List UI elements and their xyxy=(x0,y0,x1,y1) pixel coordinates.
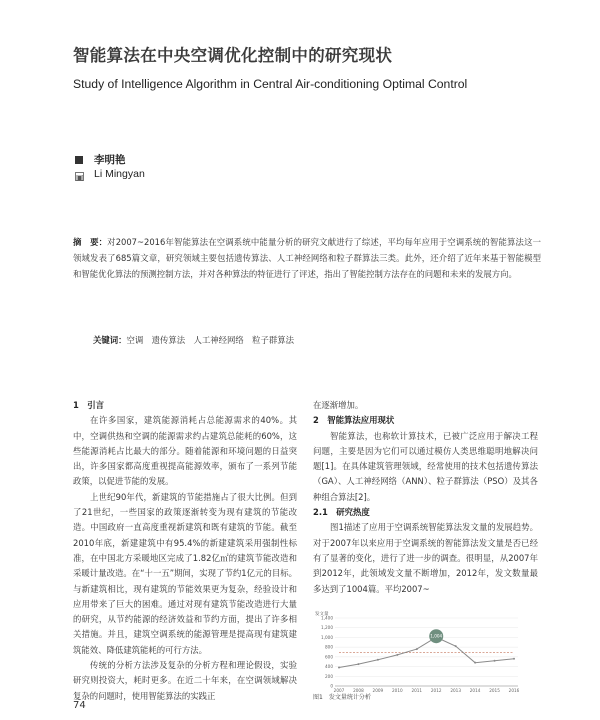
section-heading-status: 2 智能算法应用现状 xyxy=(313,415,395,426)
paragraph: 上世纪90年代，新建筑的节能措施占了很大比例。但到了21世纪，一些国家的政策逐渐转变为现有建筑的节能改造。中国政府一直高度重视新建筑和既有建筑的节能。截至2010年底，新建建筑中有95.4%的新建建筑采用强制性标准，在中国北方采暖地区完成了1.82亿㎡的建筑节能改造和采暖计量改造。在“十一五”期间，实现了节约1亿元的目标。与新建筑相比，现有建筑的节能效果更为复杂，经验设计和应用带来了巨大的困难。通过对现有建筑节能改造进行大量的研究，从节约能源的经济效益和节约方面，提出了许多相关措施。并且，建筑空调系统的能源管理是提高现有建筑建筑能效、降低建筑能耗的可行方法。 xyxy=(73,491,297,655)
author-name-chinese: 李明艳 xyxy=(94,154,126,166)
abstract-text: 对2007~2016年智能算法在空调系统中能量分析的研究文献进行了综述，平均每年应用于空调系统的智能算法这一领域发表了685篇文章，研究领域主要包括遗传算法、人工神经网络和粒子群算法三类。此外，还介绍了近年来基于智能模型和智能优化算法的预测控制方法，并对各种算法的特征进行了评述，指出了智能控制方法存在的问题和未来的发展方向。 xyxy=(73,237,541,279)
y-tick-label: 600 xyxy=(325,654,333,660)
data-point xyxy=(494,660,496,662)
y-tick-label: 800 xyxy=(325,644,333,650)
data-point xyxy=(377,659,379,661)
y-tick-label: 400 xyxy=(325,664,333,670)
author-name-english: Li Mingyan xyxy=(94,168,145,180)
data-point xyxy=(455,645,457,647)
paragraph: 智能算法，也称软计算技术，已被广泛应用于解决工程问题，主要是因为它们可以通过模仿人类思维聪明地解决问题[1]。在具体建筑管理领域，经常使用的技术包括遗传算法（GA）、人工神经网络（ANN）、粒子群算法（PSO）及其各种组合算法[2]。 xyxy=(313,430,538,502)
y-tick-label: 1,000 xyxy=(321,634,333,640)
author-image-icon: ▣ xyxy=(76,173,84,182)
y-tick-label: 200 xyxy=(325,673,333,679)
x-tick-label: 2011 xyxy=(411,688,423,693)
paragraph: 在逐渐增加。 xyxy=(313,400,364,410)
y-axis-label: 发文量 xyxy=(315,612,329,617)
right-column xyxy=(313,398,538,597)
data-point xyxy=(416,648,418,650)
article-title-english: Study of Intelligence Algorithm in Central Air-conditioning Optimal Control xyxy=(73,77,468,91)
section-heading-intro: 1 引言 xyxy=(73,400,104,410)
x-tick-label: 2013 xyxy=(450,688,462,693)
figure-caption: 图1 发文量统计分析 xyxy=(313,694,371,701)
keywords-label: 关键词： xyxy=(93,335,127,345)
abstract-label: 摘 要： xyxy=(73,237,108,247)
y-tick-label: 1,200 xyxy=(321,625,333,631)
x-tick-label: 2010 xyxy=(391,688,403,693)
data-point xyxy=(513,658,515,660)
data-point xyxy=(338,667,340,669)
paragraph: 在许多国家，建筑能源消耗占总能源需求的40%。其中，空调供热和空调的能源需求约占建筑总能耗的60%，这些能源消耗占比最大的部分。随着能源和环境问题的日益突出，许多国家都高度重视提高能源效率，颁布了一系列节能政策，以促进节能的发展。 xyxy=(73,415,297,487)
figure-1-line-chart xyxy=(313,610,523,700)
keywords xyxy=(93,334,294,346)
data-point xyxy=(396,654,398,656)
paragraph: 图1描述了应用于空调系统智能算法发文量的发展趋势。对于2007年以来应用于空调系统的智能算法发文量是否已经有了显著的变化，进行了进一步的调查。很明显，从2007年到2012年，此领域发文量不断增加，2012年，发文数量最多达到了1004篇。平均2007~ xyxy=(313,522,538,594)
peak-label: 1,004 xyxy=(430,633,443,639)
abstract xyxy=(73,234,541,282)
x-tick-label: 2016 xyxy=(508,688,520,693)
article-title-chinese: 智能算法在中央空调优化控制中的研究现状 xyxy=(73,46,393,65)
data-point xyxy=(357,663,359,665)
x-tick-label: 2012 xyxy=(430,688,442,693)
data-point xyxy=(474,662,476,664)
x-tick-label: 2009 xyxy=(372,688,384,693)
y-tick-label: 0 xyxy=(330,683,333,689)
x-tick-label: 2015 xyxy=(489,688,500,693)
subsection-heading-popularity: 2.1 研究热度 xyxy=(313,507,370,518)
y-tick-label: 1,400 xyxy=(321,615,333,621)
x-tick-label: 2008 xyxy=(353,688,364,693)
series-line xyxy=(339,637,514,667)
author-bullet-icon xyxy=(75,156,83,164)
left-column xyxy=(73,398,297,704)
keywords-text: 空调 遗传算法 人工神经网络 粒子群算法 xyxy=(126,335,294,345)
page-number: 74 xyxy=(73,700,86,711)
x-tick-label: 2014 xyxy=(469,688,481,693)
x-tick-label: 2007 xyxy=(333,688,345,693)
paragraph: 传统的分析方法涉及复杂的分析方程和理论假设，实验研究则投资大，耗时更多。在近二十年来，在空调领域解决复杂的问题时，使用智能算法的实践正 xyxy=(73,660,297,701)
